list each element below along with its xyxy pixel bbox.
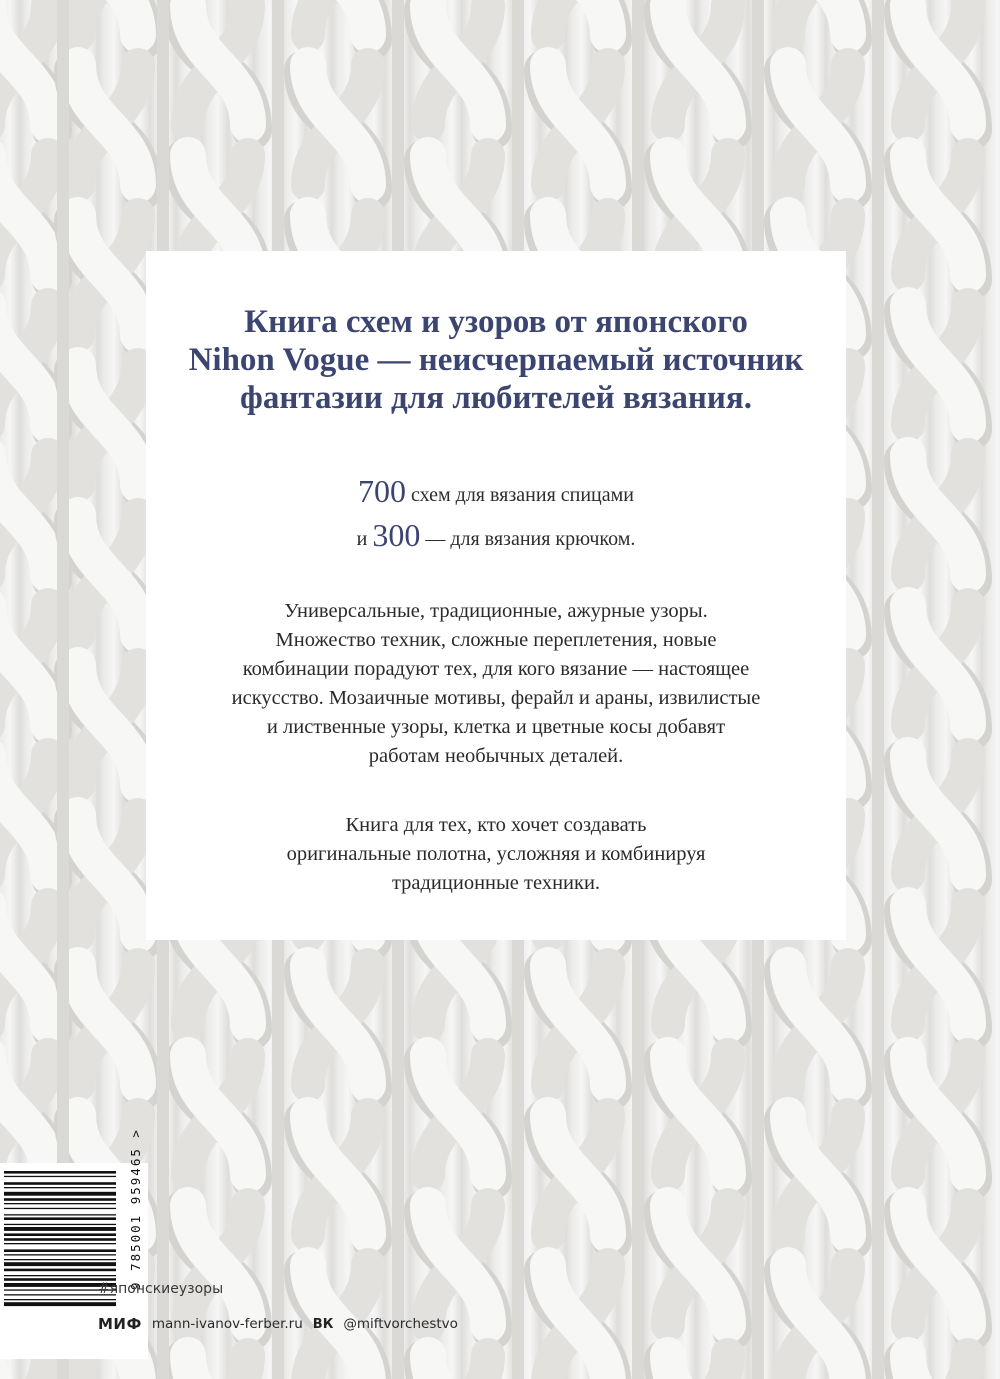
publisher-footer <box>98 1314 458 1334</box>
cable-twist <box>544 65 612 190</box>
pattern-counts <box>146 471 846 559</box>
barcode-bar <box>4 1171 116 1174</box>
paragraph-line: комбинации порадуют тех, для кого вязание — настоящее <box>242 658 750 680</box>
barcode-bar <box>4 1249 116 1252</box>
barcode-bar <box>4 1299 116 1300</box>
cable-twist <box>904 305 972 430</box>
paragraph-line: оригинальные полотна, усложняя и комбинируя <box>286 843 706 865</box>
social-handle[interactable]: @miftvorchestvo <box>343 1316 458 1332</box>
barcode-bar <box>4 1214 116 1215</box>
cable-twist <box>304 965 372 1090</box>
cable-twist <box>0 155 52 280</box>
barcode-bar <box>4 1233 116 1236</box>
rib-stitch <box>872 0 884 1379</box>
description-panel <box>146 251 846 940</box>
barcode-bar <box>4 1275 116 1276</box>
cable-twist <box>184 1055 252 1180</box>
crochet-count: 300 <box>372 517 421 553</box>
headline-line: Nihon Vogue — неисчерпаемый источник <box>188 342 804 378</box>
cable-twist <box>544 1265 612 1379</box>
paragraph-line: традиционные техники. <box>391 872 601 894</box>
knit-count: 700 <box>358 473 406 509</box>
paragraph-line: работам необычных деталей. <box>368 745 624 767</box>
barcode-bar <box>4 1192 116 1196</box>
cable-twist <box>74 665 142 790</box>
cable-twist <box>904 5 972 130</box>
cable-twist <box>544 0 612 40</box>
cable-twist <box>74 965 142 1090</box>
cable-twist <box>424 1205 492 1330</box>
barcode-bar <box>4 1259 116 1260</box>
cable-twist <box>784 1265 852 1379</box>
cable-twist <box>424 1055 492 1180</box>
website-link[interactable]: mann-ivanov-ferber.ru <box>151 1316 303 1332</box>
cable-twist <box>184 5 252 130</box>
cable-twist <box>904 1055 972 1180</box>
cable-twist <box>904 1205 972 1330</box>
cable-twist <box>784 965 852 1090</box>
cable-twist <box>74 65 142 190</box>
paragraph-line: Множество техник, сложные переплетения, новые <box>275 629 717 651</box>
barcode-bar <box>4 1208 116 1209</box>
barcode-bar <box>4 1198 116 1201</box>
barcode-bar <box>4 1182 116 1185</box>
paragraph-line: искусство. Мозаичные мотивы, ферайл и араны, извилистые <box>231 687 761 709</box>
barcode-bar <box>4 1203 116 1204</box>
cable-twist <box>304 1115 372 1240</box>
cable-twist <box>74 365 142 490</box>
cable-twist <box>664 1055 732 1180</box>
barcode-bar <box>4 1176 116 1177</box>
cable-twist <box>664 5 732 130</box>
cable-twist <box>0 305 52 430</box>
cable-twist <box>904 905 972 1030</box>
cable-twist <box>74 815 142 940</box>
cable-twist <box>184 1205 252 1330</box>
isbn-number: 9 785001 959465 <box>128 1147 143 1290</box>
headline-line: фантазии для любителей вязания. <box>240 380 752 416</box>
barcode-bar <box>4 1187 116 1188</box>
vk-icon: ВК <box>312 1316 334 1332</box>
cable-twist <box>904 605 972 730</box>
audience-paragraph <box>146 811 846 898</box>
cable-twist <box>0 455 52 580</box>
hashtag: #японскиеузоры <box>98 1281 224 1297</box>
description-paragraph <box>146 597 846 771</box>
publisher-logo: МИФ <box>98 1315 142 1333</box>
cable-twist <box>0 1055 52 1180</box>
cable-twist <box>904 455 972 580</box>
barcode-bar <box>4 1227 116 1231</box>
cable-twist <box>74 215 142 340</box>
cable-twist <box>664 1355 732 1379</box>
paragraph-line: Книга для тех, кто хочет создавать <box>345 814 647 836</box>
cable-twist <box>424 1355 492 1379</box>
barcode-bar <box>4 1217 116 1220</box>
cable-twist <box>784 65 852 190</box>
barcode-quiet-mark: > <box>128 1128 143 1138</box>
headline-line: Книга схем и узоров от японского <box>244 304 748 340</box>
cable-twist <box>0 905 52 1030</box>
barcode-bar <box>4 1302 116 1306</box>
barcode-bar <box>4 1224 116 1225</box>
paragraph-line: Универсальные, традиционные, ажурные узоры. <box>284 600 708 622</box>
cable-twist <box>184 1355 252 1379</box>
cable-twist <box>904 755 972 880</box>
cable-twist <box>664 1205 732 1330</box>
barcode-bar <box>4 1262 116 1266</box>
cable-twist <box>784 0 852 40</box>
cable-twist <box>904 155 972 280</box>
isbn-digits <box>128 1128 143 1290</box>
barcode-bar <box>4 1254 116 1255</box>
headline <box>146 303 846 417</box>
cable-twist <box>304 0 372 40</box>
and-word: и <box>356 528 373 550</box>
cable-twist <box>0 5 52 130</box>
barcode-bar <box>4 1243 116 1244</box>
cable-twist <box>0 605 52 730</box>
cable-twist <box>424 5 492 130</box>
barcode-bar <box>4 1269 116 1272</box>
crochet-count-label: — для вязания крючком. <box>420 528 636 550</box>
cable-twist <box>544 965 612 1090</box>
cable-twist <box>904 1355 972 1379</box>
barcode-bar <box>4 1238 116 1241</box>
cable-twist <box>74 515 142 640</box>
cable-twist <box>784 1115 852 1240</box>
knit-count-label: схем для вязания спицами <box>406 484 634 506</box>
paragraph-line: и лиственные узоры, клетка и цветные косы добавят <box>266 716 726 738</box>
cable-twist <box>304 65 372 190</box>
cable-twist <box>74 0 142 40</box>
cable-twist <box>0 755 52 880</box>
cable-twist <box>544 1115 612 1240</box>
